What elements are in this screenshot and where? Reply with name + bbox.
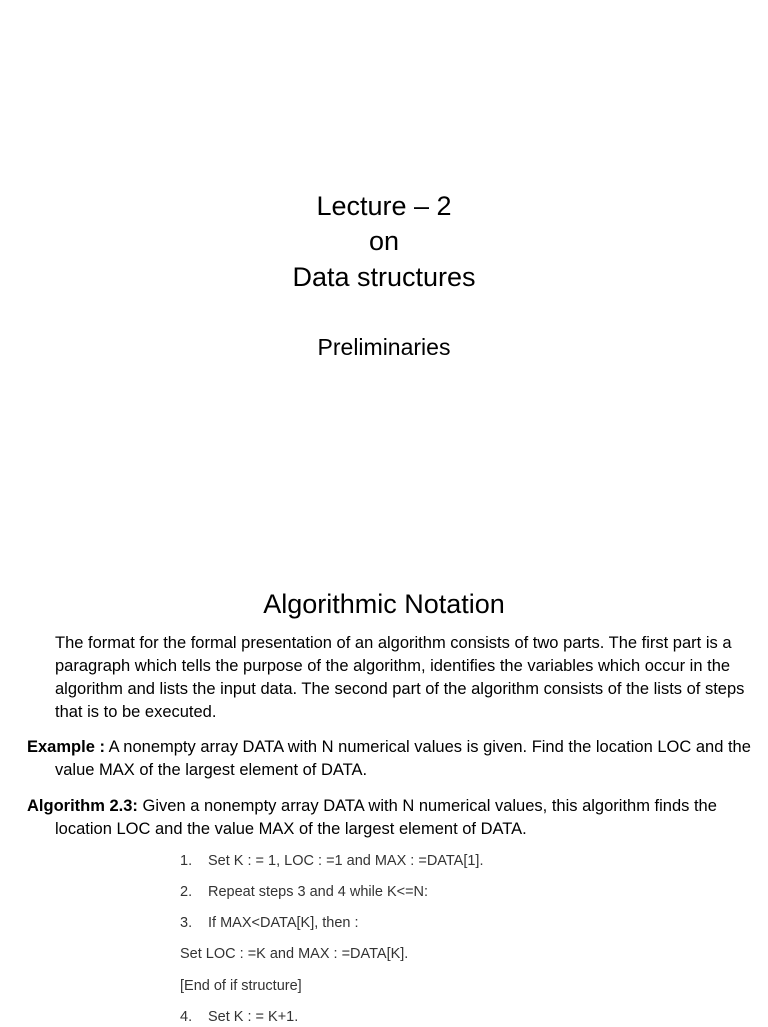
algorithm-step-4 xyxy=(180,1007,298,1027)
lecture-subtitle: Preliminaries xyxy=(317,334,451,360)
step-text: Repeat steps 3 and 4 while K<=N: xyxy=(208,884,429,900)
example-label: Example : xyxy=(27,738,105,756)
algorithm-step-3-body: Set LOC : =K and MAX : =DATA[K]. xyxy=(180,946,409,962)
step-number: 4. xyxy=(180,1009,193,1025)
example-text: A nonempty array DATA with N numerical values is given. Find the location LOC and the value MAX of the largest element of DATA. xyxy=(55,738,751,779)
lecture-title-line-3: Data structures xyxy=(292,262,476,292)
step-text: Set K : = K+1. xyxy=(208,1009,299,1025)
section-title: Algorithmic Notation xyxy=(263,589,505,619)
lecture-title-line-2: on xyxy=(368,226,400,256)
algorithm-label: Algorithm 2.3: xyxy=(27,797,138,815)
step-number: 3. xyxy=(180,915,193,931)
algorithm-step-3-end: [End of if structure] xyxy=(180,978,302,994)
algorithm-paragraph xyxy=(27,795,762,841)
example-paragraph xyxy=(27,736,762,782)
step-number: 2. xyxy=(180,884,193,900)
step-number: 1. xyxy=(180,853,193,869)
algorithm-step-3 xyxy=(180,913,359,933)
lecture-title-line-1: Lecture – 2 xyxy=(316,191,452,221)
intro-paragraph: The format for the formal presentation of an algorithm consists of two parts. The first part is a paragraph which tells the purpose of the algorithm, identifies the variables which occur in the algorithm and lists the input data. The second part of the algorithm consists of the lists of steps that is to be executed. xyxy=(55,634,745,721)
step-text: Set K : = 1, LOC : =1 and MAX : =DATA[1]. xyxy=(208,853,484,869)
algorithm-text: Given a nonempty array DATA with N numerical values, this algorithm finds the location LOC and the value MAX of the largest element of DATA. xyxy=(55,797,717,838)
algorithm-step-2 xyxy=(180,882,428,902)
algorithm-step-1 xyxy=(180,851,484,871)
step-text: If MAX<DATA[K], then : xyxy=(208,915,359,931)
